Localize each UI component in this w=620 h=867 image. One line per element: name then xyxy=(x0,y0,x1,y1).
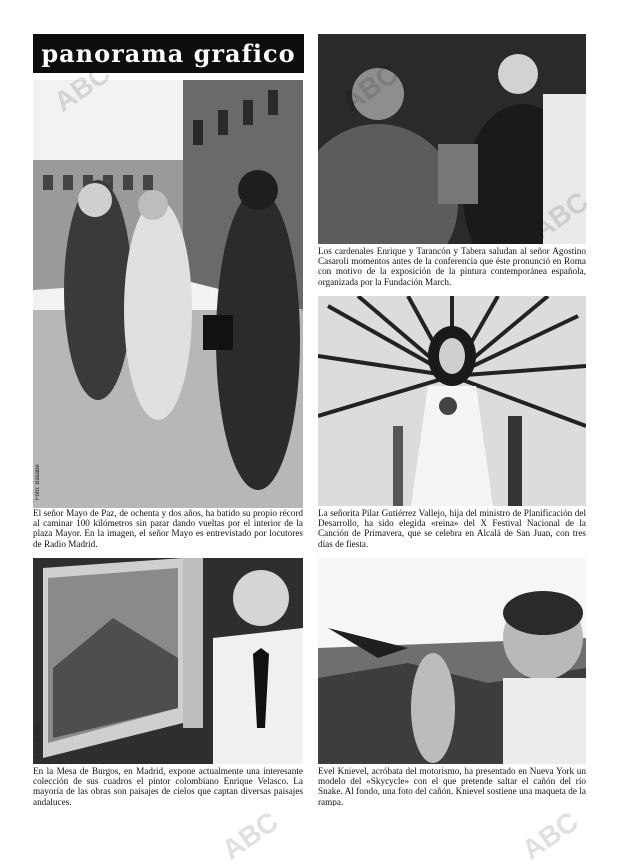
photo-painter-exhibition xyxy=(33,558,303,764)
photo-caption: Evel Knievel, acróbata del motorismo, ha presentado en Nueva York un modelo del «Skycycle» con el que pretende saltar el cañón del río Snake. Al fondo, una foto del cañón. Knievel sostiene una maqueta de la rampa. xyxy=(318,766,586,806)
photo-caption: En la Mesa de Burgos, en Madrid, expone actualmente una interesante colección de sus cuadros el pintor colombiano Enrique Velasco. La mayoría de las obras son paisajes de cielos que captan diversas paisajes andaluces. xyxy=(33,766,303,806)
section-title: panorama grafico xyxy=(41,39,296,68)
section-title-banner xyxy=(33,34,304,73)
photo-cardinals xyxy=(318,34,586,244)
photo-caption: El señor Mayo de Paz, de ochenta y dos años, ha batido su propio récord al caminar 100 kilómetros sin parar dando vueltas por el interior de la plaza Mayor. En la imagen, el señor Mayo es entrevistado por locutores de Radio Madrid. xyxy=(33,508,303,549)
photo-festival-queen xyxy=(318,296,586,506)
photo-caption: Los cardenales Enrique y Tarancón y Tabera saludan al señor Agostino Casaroli momentos antes de la conferencia que éste pronunció en Roma con motivo de la exposición de la pintura contemporánea española, organizada por la Fundación March. xyxy=(318,246,586,287)
watermark: ABC xyxy=(516,805,584,866)
watermark: ABC xyxy=(216,805,284,866)
photo-credit: Foto: Basabe xyxy=(35,464,41,500)
photo-credit: Foto: Basabe xyxy=(35,722,41,758)
photo-knievel xyxy=(318,558,586,764)
photo-plaza-mayor xyxy=(33,80,303,508)
photo-caption: La señorita Pilar Gutiérrez Vallejo, hija del ministro de Planificación del Desarrollo, ha sido elegida «reina» del X Festival Nacional de la Canción de Primavera, que se celebra en Alcalá de San Juan, con tres días de fiesta. xyxy=(318,508,586,549)
